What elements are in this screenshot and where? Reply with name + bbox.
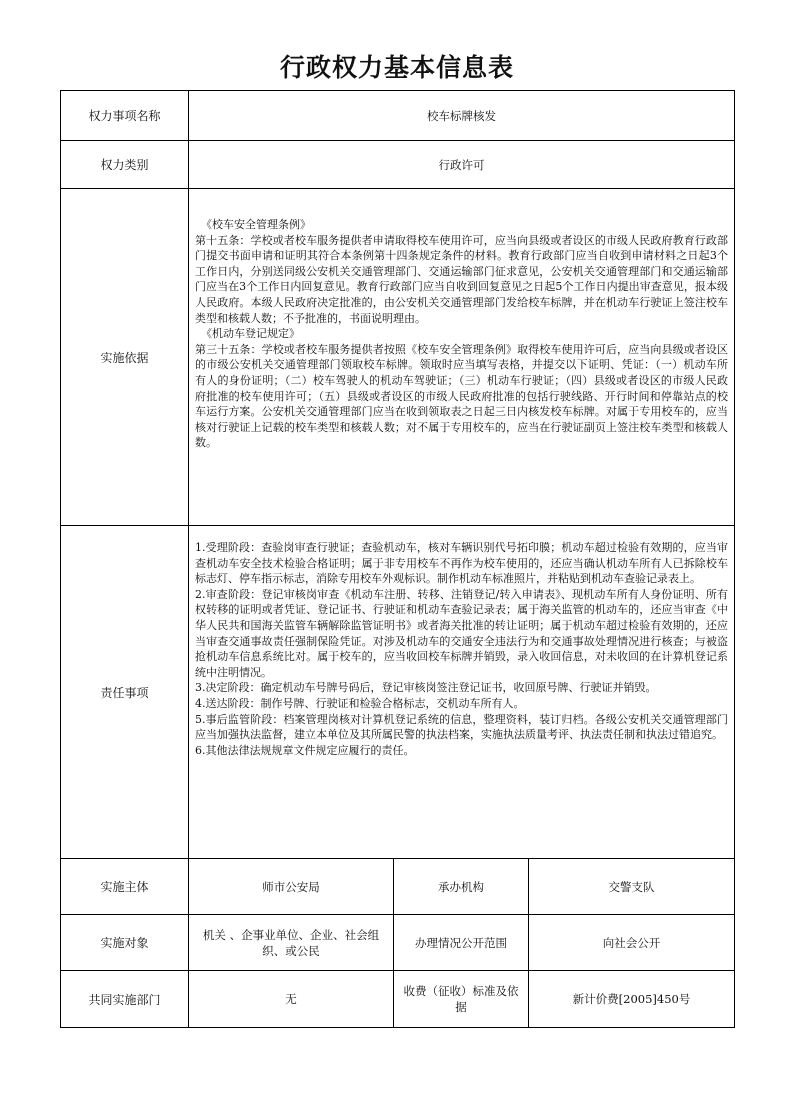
- power-type-label: 权力类别: [61, 141, 189, 189]
- page-title: 行政权力基本信息表: [279, 53, 514, 82]
- table-row: [61, 526, 735, 859]
- agency-value: 交警支队: [529, 859, 735, 915]
- basis-para: 《机动车登记规定》: [201, 327, 300, 341]
- power-name-value: 校车标牌核发: [189, 91, 735, 141]
- power-name-label: 权力事项名称: [61, 91, 189, 141]
- duty-para: 2.审查阶段：登记审核岗审查《机动车注册、转移、注销登记/转入申请表》、现机动车所有人身份证明、所有权转移的证明或者凭证、登记证书、行驶证和机动车查验记录表；属于海关监管的机动车的，还应当审查《中华人民共和国海关监管车辆解除监管证明书》或者海关批准的转让证明；属于机动车超过检验有效期的，还应当审查交通事故责任强制保险凭证。对涉及机动车的交通安全违法行为和交通事故处理情况进行核查；与被盗抢机动车信息系统比对。属于校车的，应当收回校车标牌并销毁，录入收回信息，对未收回的在计算机登记系统中注明情况。: [195, 587, 729, 679]
- fee-basis-label: 收费（征收）标准及依据: [394, 971, 529, 1028]
- disclosure-label: 办理情况公开范围: [394, 915, 529, 971]
- subject-label: 实施主体: [61, 859, 189, 915]
- duty-label: 责任事项: [61, 526, 189, 859]
- table-row: [61, 971, 735, 1028]
- target-label: 实施对象: [61, 915, 189, 971]
- table-row: [61, 189, 735, 526]
- table-row: [61, 915, 735, 971]
- basis-para: 第十五条：学校或者校车服务提供者申请取得校车使用许可，应当向县级或者设区的市级人民政府教育行政部门提交书面申请和证明其符合本条例第十四条规定条件的材料。教育行政部门应当自收到申请材料之日起3个工作日内，分别送同级公安机关交通管理部门、交通运输部门征求意见，公安机关交通管理部门和交通运输部门应当在3个工作日内回复意见。教育行政部门应当自收到回复意见之日起5个工作日内提出审查意见，报本级人民政府。本级人民政府决定批准的，由公安机关交通管理部门发给校车标牌，并在机动车行驶证上签注校车类型和核载人数；不予批准的，书面说明理由。: [195, 233, 729, 325]
- duty-para: 4.送达阶段：制作号牌、行驶证和检验合格标志，交机动车所有人。: [195, 696, 525, 710]
- target-value: 机关 、企事业单位、企业、社会组织、或公民: [189, 915, 394, 971]
- basis-para: 第三十五条：学校或者校车服务提供者按照《校车安全管理条例》取得校车使用许可后，应当向县级或者设区的市级公安机关交通管理部门领取校车标牌。领取时应当填写表格，并提交以下证明、凭证：（一）机动车所有人的身份证明；（二）校车驾驶人的机动车驾驶证；（三）机动车行驶证；（四）县级或者设区的市级人民政府批准的校车使用许可；（五）县级或者设区的市级人民政府批准的包括行驶线路、开行时间和停靠站点的校车运行方案。公安机关交通管理部门应当在收到领取表之日起三日内核发校车标牌。对属于专用校车的，应当核对行驶证上记载的校车类型和核载人数；对不属于专用校车的，应当在行驶证副页上签注校车类型和核载人数。: [195, 342, 729, 450]
- duty-para: 3.决定阶段：确定机动车号牌号码后，登记审核岗签注登记证书，收回原号牌、行驶证并销毁。: [195, 681, 657, 695]
- table-row: [61, 859, 735, 915]
- duty-para: 1.受理阶段：查验岗审查行驶证；查验机动车，核对车辆识别代号拓印膜；机动车超过检验有效期的，应当审查机动车安全技术检验合格证明；属于非专用校车不再作为校车使用的，还应当确认机动车所有人已拆除校车标志灯、停车指示标志，消除专用校车外观标识。制作机动车标准照片，并粘贴到机动车查验记录表上。: [195, 541, 729, 586]
- fee-basis-value: 新计价费[2005]450号: [529, 971, 735, 1028]
- joint-dept-label: 共同实施部门: [61, 971, 189, 1028]
- basis-label: 实施依据: [61, 189, 189, 526]
- duty-para: 6.其他法律法规规章文件规定应履行的责任。: [195, 743, 415, 757]
- power-type-value: 行政许可: [189, 141, 735, 189]
- agency-label: 承办机构: [394, 859, 529, 915]
- joint-dept-value: 无: [189, 971, 394, 1028]
- table-row: [61, 91, 735, 141]
- table-row: [61, 141, 735, 189]
- duty-para: 5.事后监管阶段：档案管理岗核对计算机登记系统的信息，整理资料，装订归档。各级公安机关交通管理部门应当加强执法监督，建立本单位及其所属民警的执法档案，实施执法质量考评、执法责任制和执法过错追究。: [195, 712, 729, 742]
- basis-para: 《校车安全管理条例》: [201, 218, 311, 231]
- basis-content: [189, 189, 735, 526]
- info-table: [60, 90, 735, 1028]
- disclosure-value: 向社会公开: [529, 915, 735, 971]
- duty-content: [189, 526, 735, 859]
- subject-value: 师市公安局: [189, 859, 394, 915]
